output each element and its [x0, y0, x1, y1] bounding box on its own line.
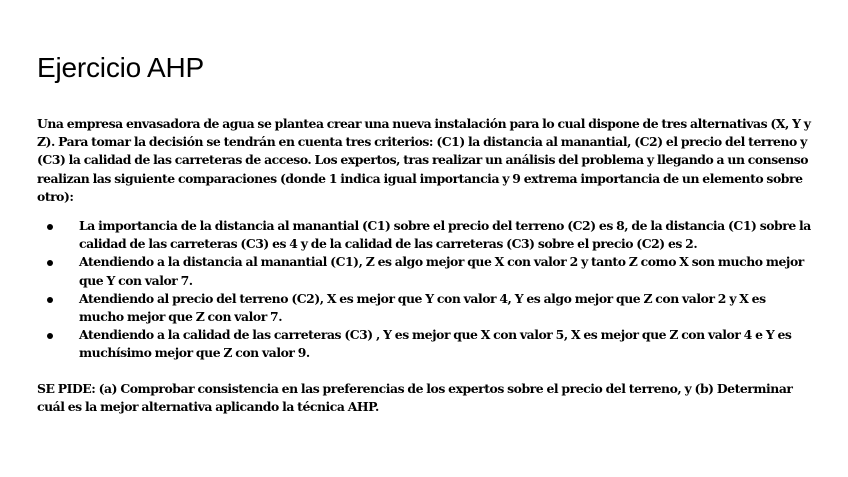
- comparison-list: [37, 217, 817, 363]
- bullet-icon: [47, 260, 53, 266]
- comparison-text: La importancia de la distancia al manantial (C1) sobre el precio del terreno (C2) es 8, de la distancia (C1) sobre la calidad de las carreteras (C3) es 4 y de la calidad de las carreteras (C3) sobre el precio (C2) es 2.: [79, 218, 811, 252]
- comparison-text: Atendiendo al precio del terreno (C2), X es mejor que Y con valor 4, Y es algo mejor que Z con valor 2 y X es mucho mejor que Z con valor 7.: [79, 290, 766, 325]
- comparison-item-c3: [37, 326, 817, 362]
- comparison-text: Atendiendo a la distancia al manantial (C1), Z es algo mejor que X con valor 2 y tanto Z como X son mucho mejor que Y con valor 7.: [79, 254, 804, 288]
- bullet-icon: [47, 224, 53, 230]
- comparison-item-c1: [37, 253, 817, 289]
- slide-title: Ejercicio AHP: [37, 52, 205, 83]
- bullet-icon: [47, 333, 53, 339]
- bullet-icon: [47, 297, 53, 303]
- slide-body: [37, 115, 817, 416]
- task-statement: SE PIDE: (a) Comprobar consistencia en las preferencias de los expertos sobre el precio del terreno, y (b) Determinar cuál es la mejor alternativa aplicando la técnica AHP.: [37, 380, 793, 414]
- comparison-item-criteria: [37, 217, 817, 253]
- comparison-item-c2: [37, 290, 817, 326]
- comparison-text: Atendiendo a la calidad de las carreteras (C3) , Y es mejor que X con valor 5, X es mejor que Z con valor 4 e Y es muchísimo mejor que Z con valor 9.: [79, 327, 792, 361]
- problem-statement: Una empresa envasadora de agua se plantea crear una nueva instalación para lo cual dispone de tres alternativas (X, Y y Z). Para tomar la decisión se tendrán en cuenta tres criterios: (C1) la distancia al manantial, (C2) el precio del terreno y (C3) la calidad de las carreteras de acceso. Los expertos, tras realizar un análisis del problema y llegando a un consenso realizan las siguiente comparaciones (donde 1 indica igual importancia y 9 extrema importancia de un elemento sobre otro):: [37, 116, 811, 204]
